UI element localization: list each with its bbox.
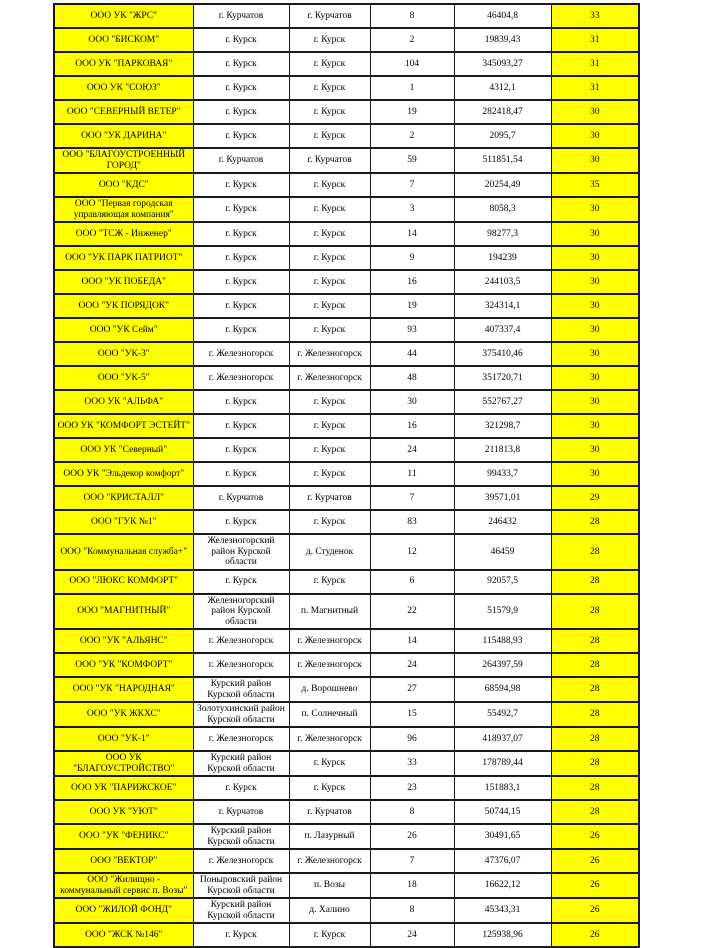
settlement-cell: г. Курск (289, 776, 370, 800)
house-count-cell: 104 (370, 52, 454, 76)
district-cell: г. Курск (193, 438, 289, 462)
area-value-cell: 39571,01 (454, 486, 551, 510)
house-count-cell: 12 (370, 534, 454, 570)
settlement-cell: г. Курчатов (289, 486, 370, 510)
house-count-cell: 44 (370, 342, 454, 366)
district-cell: г. Курск (193, 173, 289, 197)
company-name-cell: ООО "ЛЮКС КОМФОРТ" (54, 570, 193, 594)
house-count-cell: 11 (370, 462, 454, 486)
settlement-cell: д. Халино (289, 898, 370, 923)
house-count-cell: 19 (370, 100, 454, 124)
table-row (54, 342, 639, 366)
score-cell: 28 (551, 510, 639, 534)
settlement-cell: д. Ворошнево (289, 677, 370, 702)
district-cell: г. Курск (193, 462, 289, 486)
company-name-cell: ООО "УК ПОБЕДА" (54, 270, 193, 294)
company-name-cell: ООО "ТСЖ - Инженер" (54, 222, 193, 246)
company-name-cell: ООО УК "ПАРКОВАЯ" (54, 52, 193, 76)
settlement-cell: п. Лазурный (289, 824, 370, 849)
district-cell: г. Железногорск (193, 849, 289, 873)
settlement-cell: г. Курск (289, 294, 370, 318)
company-name-cell: ООО УК "ПАРИЖСКОЕ" (54, 776, 193, 800)
area-value-cell: 46459 (454, 534, 551, 570)
district-cell: Курский район Курской области (193, 751, 289, 776)
table-row (54, 390, 639, 414)
house-count-cell: 2 (370, 124, 454, 148)
area-value-cell: 418937,07 (454, 727, 551, 751)
district-cell: г. Железногорск (193, 653, 289, 677)
score-cell: 30 (551, 366, 639, 390)
area-value-cell: 99433,7 (454, 462, 551, 486)
house-count-cell: 16 (370, 414, 454, 438)
score-cell: 28 (551, 776, 639, 800)
district-cell: Золотухинский район Курской области (193, 702, 289, 727)
area-value-cell: 324314,1 (454, 294, 551, 318)
company-name-cell: ООО "УК ДАРИНА" (54, 124, 193, 148)
settlement-cell: г. Курск (289, 173, 370, 197)
area-value-cell: 19839,43 (454, 28, 551, 52)
table-row (54, 873, 639, 898)
table-row (54, 751, 639, 776)
area-value-cell: 51579,9 (454, 594, 551, 630)
district-cell: г. Курск (193, 197, 289, 222)
settlement-cell: г. Железногорск (289, 342, 370, 366)
area-value-cell: 46404,8 (454, 4, 551, 28)
company-name-cell: ООО "ГУК №1" (54, 510, 193, 534)
table-row (54, 148, 639, 173)
score-cell: 30 (551, 438, 639, 462)
score-cell: 30 (551, 124, 639, 148)
district-cell: Курский район Курской области (193, 824, 289, 849)
table-row (54, 534, 639, 570)
settlement-cell: г. Курск (289, 462, 370, 486)
area-value-cell: 45343,31 (454, 898, 551, 923)
district-cell: г. Курск (193, 776, 289, 800)
table-row (54, 28, 639, 52)
settlement-cell: п. Магнитный (289, 594, 370, 630)
house-count-cell: 22 (370, 594, 454, 630)
area-value-cell: 246432 (454, 510, 551, 534)
area-value-cell: 244103,5 (454, 270, 551, 294)
table-row (54, 100, 639, 124)
district-cell: г. Курск (193, 52, 289, 76)
score-cell: 28 (551, 534, 639, 570)
table-row (54, 702, 639, 727)
company-name-cell: ООО "МАГНИТНЫЙ" (54, 594, 193, 630)
score-cell: 28 (551, 629, 639, 653)
score-cell: 30 (551, 414, 639, 438)
score-cell: 26 (551, 873, 639, 898)
company-name-cell: ООО "УК ПОРЯДОК" (54, 294, 193, 318)
table-row (54, 677, 639, 702)
table-row (54, 800, 639, 824)
area-value-cell: 321298,7 (454, 414, 551, 438)
district-cell: г. Курск (193, 390, 289, 414)
district-cell: г. Курчатов (193, 148, 289, 173)
settlement-cell: г. Курск (289, 510, 370, 534)
table-row (54, 294, 639, 318)
district-cell: г. Железногорск (193, 629, 289, 653)
settlement-cell: г. Курск (289, 28, 370, 52)
settlement-cell: г. Курск (289, 923, 370, 947)
table-row (54, 629, 639, 653)
area-value-cell: 375410,46 (454, 342, 551, 366)
district-cell: г. Железногорск (193, 342, 289, 366)
area-value-cell: 552767,27 (454, 390, 551, 414)
house-count-cell: 96 (370, 727, 454, 751)
house-count-cell: 7 (370, 849, 454, 873)
district-cell: Железногорский район Курской области (193, 594, 289, 630)
table-row (54, 222, 639, 246)
score-cell: 30 (551, 246, 639, 270)
company-name-cell: ООО "Коммунальная служба+" (54, 534, 193, 570)
table-row (54, 510, 639, 534)
area-value-cell: 282418,47 (454, 100, 551, 124)
house-count-cell: 19 (370, 294, 454, 318)
district-cell: г. Курск (193, 510, 289, 534)
score-cell: 30 (551, 270, 639, 294)
company-name-cell: ООО "СЕВЕРНЫЙ ВЕТЕР" (54, 100, 193, 124)
company-name-cell: ООО УК "Эльдекор комфорт" (54, 462, 193, 486)
district-cell: г. Курск (193, 923, 289, 947)
table-row (54, 727, 639, 751)
area-value-cell: 151883,1 (454, 776, 551, 800)
settlement-cell: г. Курск (289, 76, 370, 100)
table-row (54, 4, 639, 28)
house-count-cell: 48 (370, 366, 454, 390)
company-name-cell: ООО "КРИСТАЛЛ" (54, 486, 193, 510)
settlement-cell: г. Курск (289, 100, 370, 124)
table-row (54, 438, 639, 462)
district-cell: г. Курск (193, 222, 289, 246)
area-value-cell: 2095,7 (454, 124, 551, 148)
district-cell: г. Курск (193, 270, 289, 294)
table-row (54, 898, 639, 923)
settlement-cell: г. Железногорск (289, 849, 370, 873)
area-value-cell: 8058,3 (454, 197, 551, 222)
company-name-cell: ООО "БИСКОМ" (54, 28, 193, 52)
settlement-cell: г. Курск (289, 318, 370, 342)
table-row (54, 653, 639, 677)
score-cell: 30 (551, 100, 639, 124)
company-name-cell: ООО УК "СОЮЗ" (54, 76, 193, 100)
house-count-cell: 1 (370, 76, 454, 100)
company-name-cell: ООО "ЖСК №146" (54, 923, 193, 947)
score-cell: 28 (551, 751, 639, 776)
house-count-cell: 14 (370, 222, 454, 246)
house-count-cell: 7 (370, 486, 454, 510)
company-name-cell: ООО "УК "АЛЬЯНС" (54, 629, 193, 653)
house-count-cell: 6 (370, 570, 454, 594)
settlement-cell: п. Возы (289, 873, 370, 898)
district-cell: г. Курчатов (193, 800, 289, 824)
company-name-cell: ООО "ЖИЛОЙ ФОНД" (54, 898, 193, 923)
score-cell: 33 (551, 4, 639, 28)
house-count-cell: 83 (370, 510, 454, 534)
settlement-cell: г. Курск (289, 390, 370, 414)
table-row (54, 76, 639, 100)
company-name-cell: ООО УК "УЮТ" (54, 800, 193, 824)
area-value-cell: 68594,98 (454, 677, 551, 702)
settlement-cell: г. Курск (289, 751, 370, 776)
score-cell: 30 (551, 462, 639, 486)
settlement-cell: г. Курск (289, 414, 370, 438)
table-row (54, 414, 639, 438)
table-row (54, 270, 639, 294)
house-count-cell: 33 (370, 751, 454, 776)
house-count-cell: 24 (370, 438, 454, 462)
area-value-cell: 511851,54 (454, 148, 551, 173)
table-row (54, 246, 639, 270)
settlement-cell: г. Курчатов (289, 800, 370, 824)
house-count-cell: 7 (370, 173, 454, 197)
house-count-cell: 24 (370, 923, 454, 947)
district-cell: г. Курск (193, 76, 289, 100)
company-name-cell: ООО "УК Сейм" (54, 318, 193, 342)
area-value-cell: 47376,07 (454, 849, 551, 873)
company-name-cell: ООО "УК "НАРОДНАЯ" (54, 677, 193, 702)
settlement-cell: г. Курск (289, 270, 370, 294)
house-count-cell: 16 (370, 270, 454, 294)
area-value-cell: 20254,49 (454, 173, 551, 197)
house-count-cell: 26 (370, 824, 454, 849)
company-name-cell: ООО "УК ПАРК ПАТРИОТ" (54, 246, 193, 270)
settlement-cell: г. Курчатов (289, 4, 370, 28)
district-cell: г. Железногорск (193, 366, 289, 390)
settlement-cell: г. Железногорск (289, 366, 370, 390)
district-cell: г. Железногорск (193, 727, 289, 751)
company-name-cell: ООО УК "Северный" (54, 438, 193, 462)
district-cell: г. Курск (193, 294, 289, 318)
table-body (54, 4, 639, 947)
house-count-cell: 27 (370, 677, 454, 702)
score-cell: 30 (551, 294, 639, 318)
district-cell: г. Курск (193, 414, 289, 438)
company-name-cell: ООО "УК-1" (54, 727, 193, 751)
company-name-cell: ООО УК "БЛАГОУСТРОЙСТВО" (54, 751, 193, 776)
settlement-cell: г. Курчатов (289, 148, 370, 173)
table-row (54, 486, 639, 510)
district-cell: г. Курск (193, 318, 289, 342)
score-cell: 30 (551, 390, 639, 414)
company-name-cell: ООО "Первая городская управляющая компания" (54, 197, 193, 222)
company-name-cell: ООО "УК "КОМФОРТ" (54, 653, 193, 677)
score-cell: 30 (551, 318, 639, 342)
company-name-cell: ООО УК "АЛЬФА" (54, 390, 193, 414)
house-count-cell: 59 (370, 148, 454, 173)
area-value-cell: 4312,1 (454, 76, 551, 100)
table-row (54, 776, 639, 800)
house-count-cell: 8 (370, 898, 454, 923)
settlement-cell: г. Железногорск (289, 629, 370, 653)
area-value-cell: 194239 (454, 246, 551, 270)
house-count-cell: 23 (370, 776, 454, 800)
district-cell: Курский район Курской области (193, 677, 289, 702)
district-cell: Поныровский район Курской области (193, 873, 289, 898)
company-name-cell: ООО "КДС" (54, 173, 193, 197)
house-count-cell: 24 (370, 653, 454, 677)
score-cell: 26 (551, 824, 639, 849)
area-value-cell: 211813,8 (454, 438, 551, 462)
house-count-cell: 8 (370, 4, 454, 28)
house-count-cell: 8 (370, 800, 454, 824)
area-value-cell: 16622,12 (454, 873, 551, 898)
area-value-cell: 351720,71 (454, 366, 551, 390)
area-value-cell: 92057,5 (454, 570, 551, 594)
table-row (54, 594, 639, 630)
table-row (54, 124, 639, 148)
score-cell: 31 (551, 52, 639, 76)
score-cell: 28 (551, 727, 639, 751)
house-count-cell: 15 (370, 702, 454, 727)
table-row (54, 318, 639, 342)
score-cell: 30 (551, 222, 639, 246)
district-cell: г. Курск (193, 28, 289, 52)
score-cell: 28 (551, 653, 639, 677)
settlement-cell: г. Железногорск (289, 727, 370, 751)
company-name-cell: ООО "УК-5" (54, 366, 193, 390)
area-value-cell: 30491,65 (454, 824, 551, 849)
table-row (54, 849, 639, 873)
house-count-cell: 9 (370, 246, 454, 270)
table-row (54, 366, 639, 390)
district-cell: Курский район Курской области (193, 898, 289, 923)
area-value-cell: 125938,96 (454, 923, 551, 947)
settlement-cell: г. Курск (289, 246, 370, 270)
table-row (54, 173, 639, 197)
settlement-cell: г. Железногорск (289, 653, 370, 677)
company-name-cell: ООО "УК-3" (54, 342, 193, 366)
table-row (54, 52, 639, 76)
score-cell: 30 (551, 197, 639, 222)
score-cell: 26 (551, 898, 639, 923)
area-value-cell: 55492,7 (454, 702, 551, 727)
company-name-cell: ООО "УК "ФЕНИКС" (54, 824, 193, 849)
settlement-cell: д. Студенок (289, 534, 370, 570)
table-row (54, 824, 639, 849)
settlement-cell: г. Курск (289, 570, 370, 594)
score-cell: 28 (551, 702, 639, 727)
house-count-cell: 3 (370, 197, 454, 222)
score-cell: 26 (551, 923, 639, 947)
area-value-cell: 98277,3 (454, 222, 551, 246)
score-cell: 35 (551, 173, 639, 197)
district-cell: г. Курчатов (193, 4, 289, 28)
area-value-cell: 50744,15 (454, 800, 551, 824)
settlement-cell: г. Курск (289, 52, 370, 76)
district-cell: г. Курск (193, 124, 289, 148)
settlement-cell: г. Курск (289, 124, 370, 148)
score-cell: 28 (551, 594, 639, 630)
company-name-cell: ООО "БЛАГОУСТРОЕННЫЙ ГОРОД" (54, 148, 193, 173)
score-cell: 28 (551, 570, 639, 594)
company-name-cell: ООО "Жилищно - коммунальный сервис п. Возы" (54, 873, 193, 898)
settlement-cell: г. Курск (289, 438, 370, 462)
area-value-cell: 264397,59 (454, 653, 551, 677)
area-value-cell: 407337,4 (454, 318, 551, 342)
settlement-cell: п. Солнечный (289, 702, 370, 727)
score-cell: 28 (551, 800, 639, 824)
score-cell: 30 (551, 342, 639, 366)
area-value-cell: 178789,44 (454, 751, 551, 776)
score-cell: 26 (551, 849, 639, 873)
score-cell: 29 (551, 486, 639, 510)
company-name-cell: ООО "ВЕКТОР" (54, 849, 193, 873)
house-count-cell: 18 (370, 873, 454, 898)
house-count-cell: 2 (370, 28, 454, 52)
district-cell: Железногорский район Курской области (193, 534, 289, 570)
table-row (54, 197, 639, 222)
company-name-cell: ООО УК "ЖРС" (54, 4, 193, 28)
district-cell: г. Курчатов (193, 486, 289, 510)
score-cell: 31 (551, 28, 639, 52)
score-cell: 28 (551, 677, 639, 702)
company-name-cell: ООО "УК ЖКХС" (54, 702, 193, 727)
settlement-cell: г. Курск (289, 222, 370, 246)
district-cell: г. Курск (193, 246, 289, 270)
company-name-cell: ООО УК "КОМФОРТ ЭСТЕЙТ" (54, 414, 193, 438)
house-count-cell: 93 (370, 318, 454, 342)
table-row (54, 570, 639, 594)
score-cell: 31 (551, 76, 639, 100)
table-row (54, 462, 639, 486)
area-value-cell: 115488,93 (454, 629, 551, 653)
district-cell: г. Курск (193, 570, 289, 594)
settlement-cell: г. Курск (289, 197, 370, 222)
score-cell: 30 (551, 148, 639, 173)
management-companies-table (53, 3, 640, 948)
area-value-cell: 345093,27 (454, 52, 551, 76)
district-cell: г. Курск (193, 100, 289, 124)
house-count-cell: 30 (370, 390, 454, 414)
house-count-cell: 14 (370, 629, 454, 653)
table-row (54, 923, 639, 947)
